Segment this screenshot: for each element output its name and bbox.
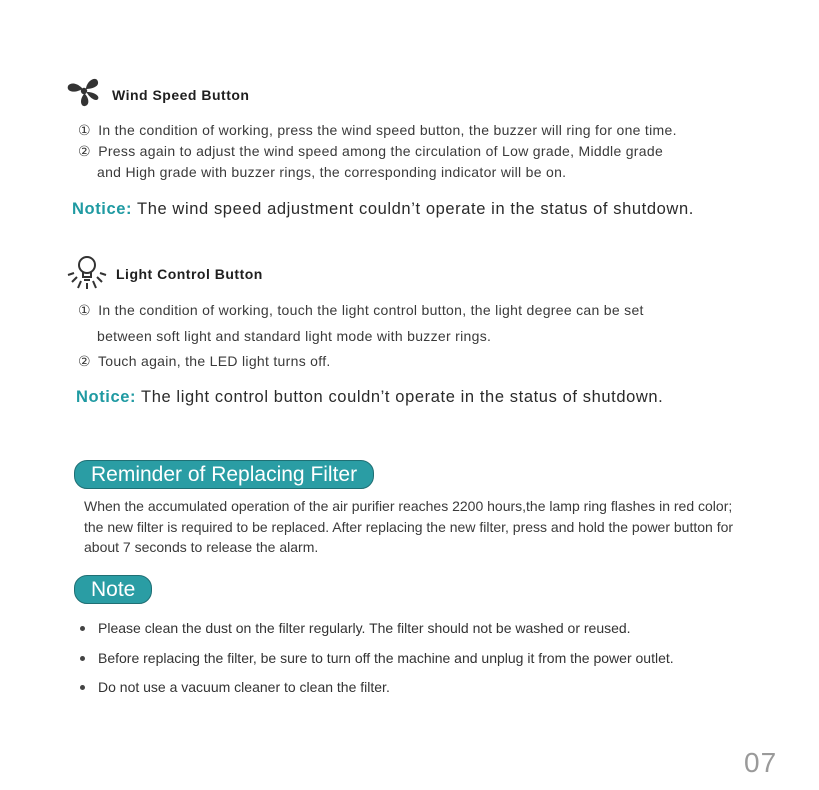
reminder-heading: Reminder of Replacing Filter: [74, 460, 374, 489]
light-item-1-text: In the condition of working, touch the light control button, the light degree can be set: [98, 302, 644, 318]
note-bullet-text: Do not use a vacuum cleaner to clean the filter.: [98, 679, 390, 695]
wind-speed-title: Wind Speed Button: [112, 86, 250, 103]
light-notice: [76, 388, 663, 407]
light-control-header: [66, 252, 263, 295]
light-bulb-icon: [66, 252, 108, 295]
light-notice-text: The light control button couldn’t operate in the status of shutdown.: [136, 388, 664, 406]
marker-one: ①: [78, 122, 91, 138]
wind-item-2-cont: and High grade with buzzer rings, the corresponding indicator will be on.: [97, 164, 567, 180]
light-control-title: Light Control Button: [116, 265, 263, 282]
light-notice-label: Notice:: [76, 388, 137, 406]
light-item-1-cont: between soft light and standard light mode with buzzer rings.: [97, 328, 492, 344]
wind-notice-text: The wind speed adjustment couldn’t operate in the status of shutdown.: [132, 200, 694, 218]
light-item-2-text: Touch again, the LED light turns off.: [97, 353, 331, 369]
note-bullet: [80, 679, 390, 695]
fan-icon: [64, 74, 104, 115]
bullet-dot: [80, 685, 85, 690]
note-bullet-text: Before replacing the filter, be sure to turn off the machine and unplug it from the power outlet.: [98, 650, 674, 666]
wind-item-2: [78, 141, 663, 161]
page-number: 07: [744, 747, 778, 778]
wind-speed-header: [64, 74, 249, 115]
wind-item-1-text: In the condition of working, press the wind speed button, the buzzer will ring for one time.: [98, 122, 677, 138]
note-bullet: [80, 650, 674, 666]
note-bullet: [80, 620, 631, 636]
wind-notice-label: Notice:: [72, 200, 133, 218]
note-bullet-text: Please clean the dust on the filter regularly. The filter should not be washed or reused.: [98, 620, 631, 636]
bullet-dot: [80, 656, 85, 661]
light-item-2: [78, 351, 331, 371]
bullet-dot: [80, 626, 85, 631]
reminder-body: When the accumulated operation of the air purifier reaches 2200 hours,the lamp ring flashes in red color; the new filter is required to be replaced. After replacing the new filter, press and hold the power button for about 7 seconds to release the alarm.: [84, 498, 734, 555]
marker-two: ②: [78, 143, 91, 159]
note-heading: Note: [74, 575, 152, 604]
light-item-1: [78, 300, 644, 320]
marker-one: ①: [78, 302, 91, 318]
wind-item-1: [78, 120, 677, 140]
marker-two: ②: [78, 353, 91, 369]
wind-item-2-text: Press again to adjust the wind speed among the circulation of Low grade, Middle grade: [98, 143, 664, 159]
wind-notice: [72, 200, 694, 219]
